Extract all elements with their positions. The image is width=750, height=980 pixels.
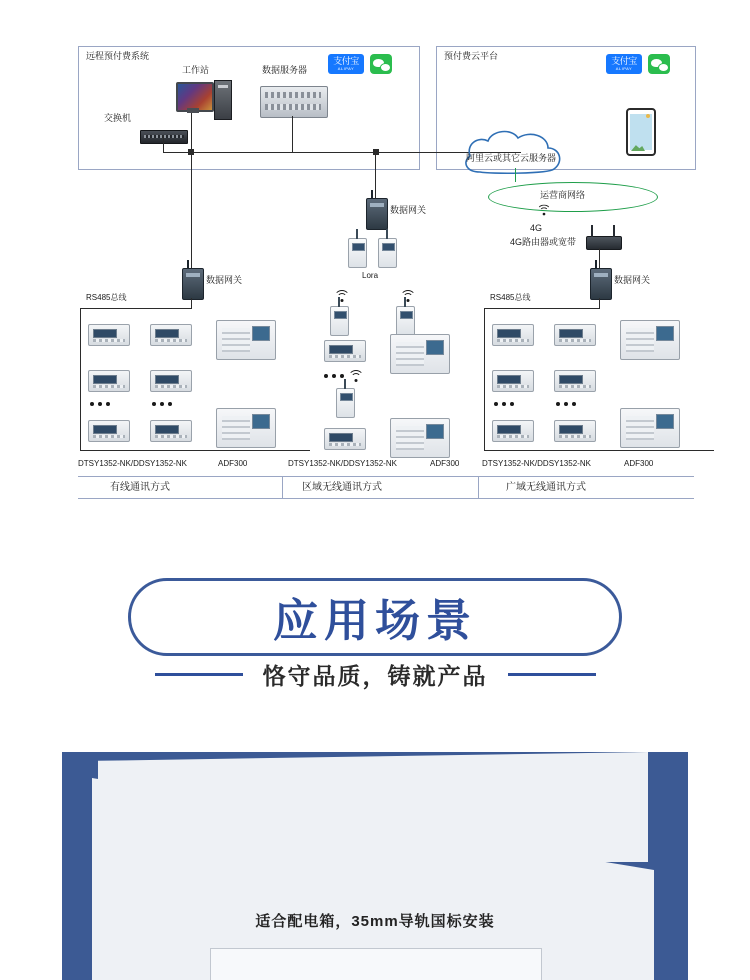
wifi-icon-mid-3 [348,370,364,382]
banner-subtitle-row [0,658,750,691]
rs485-left-bottom [80,450,310,451]
gateway-right-drop [599,298,600,308]
mid-adf-model-label: ADF300 [430,459,460,468]
adf300-left-1 [216,320,276,360]
meter-left-5 [88,420,130,442]
wechat-pay-icon-right [648,54,670,74]
network-4g-label: 4G [530,223,543,233]
photo-wall-right [654,752,688,980]
meter-right-1 [492,324,534,346]
adf300-right-2 [620,408,680,448]
meter-right-3 [492,370,534,392]
alipay-badge-right [606,54,642,74]
photo-wall-left [62,752,92,980]
meter-right-6 [554,420,596,442]
switch-label: 交换机 [104,113,132,123]
data-gateway-center-label: 数据网关 [390,205,427,215]
right-adf-model-label: ADF300 [624,459,654,468]
meter-mid-1 [324,340,366,362]
subtitle-rule-right [508,673,596,676]
workstation-pc-tower [214,80,232,120]
mid-meters-model-label: DTSY1352-NK/DDSY1352-NK [288,459,397,468]
meter-right-5 [492,420,534,442]
gateway-left-drop [191,298,192,308]
rs485-left-bus [80,308,192,309]
caption-sep-1 [282,476,283,498]
cloud-server-label: 阿里云或其它云服务器 [466,153,557,163]
ellipsis-left-2 [152,402,172,406]
gateway-center-uplink [375,152,376,198]
monitor-stand [187,108,199,113]
topology-diagram [78,40,694,500]
left-meters-model-label: DTSY1352-NK/DDSY1352-NK [78,459,187,468]
wifi-icon-4g [537,205,551,216]
ellipsis-right-2 [556,402,576,406]
workstation-label: 工作站 [182,65,210,75]
right-meters-model-label: DTSY1352-NK/DDSY1352-NK [482,459,591,468]
alipay-badge-left [328,54,364,74]
subtitle-rule-left [155,673,243,676]
alipay-label-en: ALIPAY [337,66,355,71]
meter-right-2 [554,324,596,346]
wireless-meter-mid-1 [348,238,367,268]
caption-sep-2 [478,476,479,498]
ellipsis-right-1 [494,402,514,406]
data-gateway-center [366,198,388,230]
left-branch-uplink [191,152,192,270]
data-server-label: 数据服务器 [262,65,308,75]
ellipsis-mid [324,374,344,378]
adf300-right-1 [620,320,680,360]
wifi-icon-mid-2 [400,290,416,302]
workstation-drop-line [191,113,192,152]
caption-local-wireless: 区域无线通讯方式 [302,482,382,493]
meter-left-1 [88,324,130,346]
bus-to-cloud-line [503,152,521,153]
data-gateway-right-label: 数据网关 [614,275,651,285]
din-rail [210,948,542,980]
meter-right-4 [554,370,596,392]
wifi-icon-mid-1 [334,290,350,302]
4g-router [586,236,622,250]
banner-subtitle: 恪守品质，铸就产品 [253,658,498,691]
cloud-to-operator-line [515,168,516,182]
lora-label: Lora [362,271,379,280]
data-gateway-left-label: 数据网关 [206,275,243,285]
photo-bevel-inner [98,752,648,862]
meter-mid-2 [324,428,366,450]
adf300-left-2 [216,408,276,448]
ellipsis-left-1 [90,402,110,406]
data-gateway-right [590,268,612,300]
photo-caption: 适合配电箱，35mm导轨国标安装 [255,913,495,930]
wireless-meter-mid-2 [378,238,397,268]
alipay-label-en-right: ALIPAY [615,66,633,71]
backbone-bus-line [163,152,503,153]
remote-prepay-system-title: 远程预付费系统 [86,51,150,61]
meter-left-3 [88,370,130,392]
wireless-meter-mid-4 [396,306,415,336]
rs485-right-riser [484,308,485,450]
alipay-label-cn: 支付宝 [333,56,359,66]
bus-node-mid [373,149,379,155]
caption-rule-bottom [78,498,694,499]
rs485-left-label: RS485总线 [86,293,127,302]
router-broadband-label: 4G路由器或宽带 [510,237,577,247]
rs485-right-bus [484,308,600,309]
wechat-pay-icon-left [370,54,392,74]
wireless-meter-mid-3 [330,306,349,336]
cloud-platform-title: 预付费云平台 [444,51,499,61]
left-adf-model-label: ADF300 [218,459,248,468]
banner-title: 应用场景 [272,595,477,646]
server-drop-line [292,116,293,152]
adf300-mid-2 [390,418,450,458]
installation-photo [62,752,688,980]
mobile-phone [626,108,656,156]
alipay-label-cn-right: 支付宝 [611,56,637,66]
meter-left-4 [150,370,192,392]
rs485-right-label: RS485总线 [490,293,531,302]
data-server [260,86,328,118]
wireless-meter-mid-5 [336,388,355,418]
rs485-left-riser [80,308,81,450]
adf300-mid-1 [390,334,450,374]
caption-wired: 有线通讯方式 [110,482,170,493]
data-gateway-left [182,268,204,300]
operator-network-label: 运营商网络 [540,190,586,200]
meter-left-6 [150,420,192,442]
meter-left-2 [150,324,192,346]
switch-drop-line [163,136,164,152]
network-switch [140,130,188,144]
router-to-gateway-line [599,248,600,268]
caption-rule-top [78,476,694,477]
application-scenario-banner [0,540,750,720]
rs485-right-bottom [484,450,714,451]
caption-wide-wireless: 广域无线通讯方式 [506,482,586,493]
